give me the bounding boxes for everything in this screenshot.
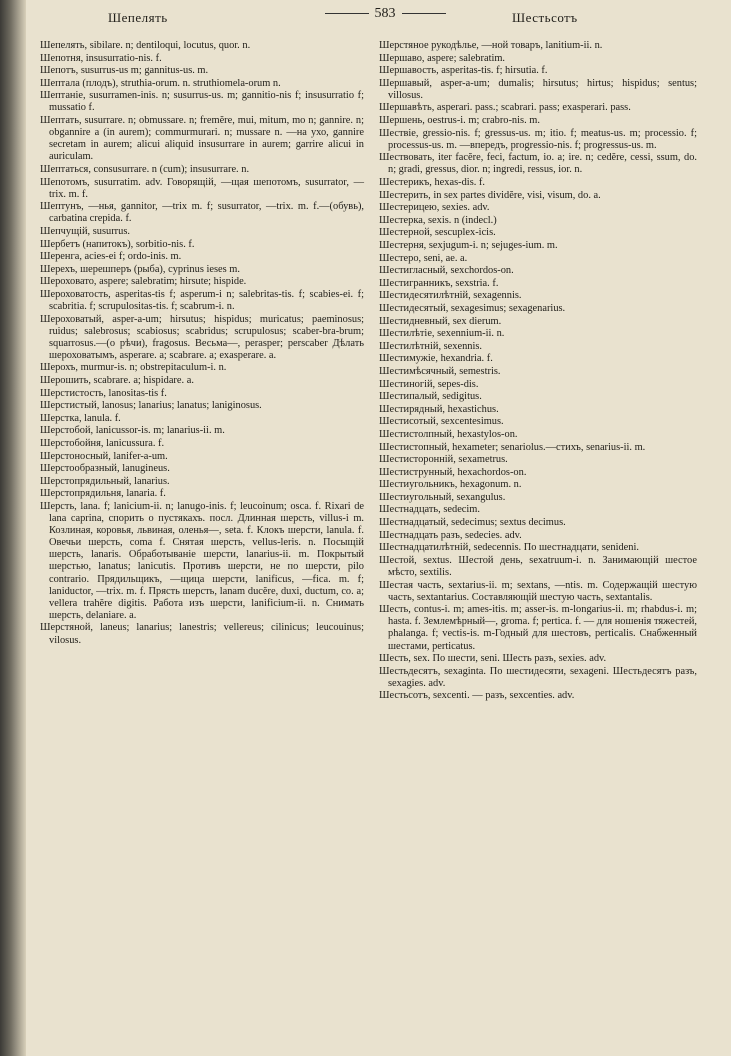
page-number: 583 xyxy=(295,6,475,22)
dictionary-entry: Шестисотый, sexcentesimus. xyxy=(379,416,504,428)
dictionary-entry: Шестистолпный, hexastylos-on. xyxy=(379,428,518,440)
dictionary-entry: Шестой, sextus. Шестой день, sexatruum-i. n. Занимающій шестое мѣсто, sextilis. xyxy=(379,554,697,578)
book-gutter xyxy=(0,0,26,1056)
dictionary-entry: Шесть, contus-i. m; ames-itis. m; asser-is. m-longarius-ii. m; rhabdus-i. m; hasta. f. Землемѣрный—, groma. f; pertica. f. — для ношенія тяжестей, phalanga. f; vectis-is. m-Годный для шестовъ, perticalis. Снабженный шестами, perticatus. xyxy=(379,604,697,652)
dictionary-entry: Шерстопрядильный, lanarius. xyxy=(40,475,170,487)
header-left-word: Шепелять xyxy=(108,10,168,25)
dictionary-entry: Шестидневный, sex dierum. xyxy=(379,315,502,327)
dictionary-entry: Шерошить, scabrare. a; hispidare. a. xyxy=(40,375,194,387)
dictionary-entry: Шерстобой, lanicussor-is. m; lanarius-ii. m. xyxy=(40,425,225,437)
dictionary-entry: Шепотъ, susurrus-us m; gannitus-us. m. xyxy=(40,65,209,77)
dictionary-entry: Шептать, susurrare. n; obmussare. n; fremĕre, mui, mitum, mo n; gannire. n; obgannire a (in aurem); commurmurari. n; mussare n. —на ухо, gannire secretam in aurem; alicui aliquid insusurrare in aurem; garrire alicui in auriculam. xyxy=(40,115,364,163)
dictionary-entry: Шесть, sex. По шести, seni. Шесть разъ, sexies. adv. xyxy=(379,653,607,665)
dictionary-entry: Шерстоносный, lanifer-a-um. xyxy=(40,450,168,462)
dictionary-entry: Шествіе, gressio-nis. f; gressus-us. m; itio. f; meatus-us. m; processio. f; processus-us. m. —впередъ, progressio-nis. f; progressus-us. m. xyxy=(379,127,697,151)
dictionary-entry: Шестнадцатый, sedecimus; sextus decimus. xyxy=(379,517,566,529)
dictionary-entry: Шестирядный, hexastichus. xyxy=(379,403,499,415)
dictionary-entry: Шершавость, asperitas-tis. f; hirsutia. f. xyxy=(379,65,548,77)
left-column xyxy=(40,40,364,647)
dictionary-entry: Шерехъ, шерешперъ (рыба), cyprinus ieses m. xyxy=(40,263,240,275)
dictionary-entry: Шестипалый, sedigitus. xyxy=(379,391,482,403)
dictionary-entry: Шестилѣтній, sexennis. xyxy=(379,340,483,352)
dictionary-entry: Шершень, oestrus-i. m; crabro-nis. m. xyxy=(379,115,540,127)
dictionary-entry: Шеренга, acies-ei f; ordo-inis. m. xyxy=(40,251,182,263)
dictionary-entry: Шершаво, aspere; salebratim. xyxy=(379,52,506,64)
dictionary-entry: Шестистопный, hexameter; senariolus.—стихъ, senarius-ii. m. xyxy=(379,441,646,453)
page-header xyxy=(40,6,711,28)
dictionary-entry: Шестимужіе, hexandria. f. xyxy=(379,353,493,365)
dictionary-entry: Шестиугольный, sexangulus. xyxy=(379,491,506,503)
dictionary-entry: Шестидесятый, sexagesimus; sexagenarius. xyxy=(379,302,566,314)
dictionary-entry: Шестьсотъ, sexcenti. — разъ, sexcenties. adv. xyxy=(379,690,575,702)
dictionary-entry: Шербетъ (напитокъ), sorbitio-nis. f. xyxy=(40,238,195,250)
dictionary-entry: Шествовать, iter facĕre, feci, factum, io. a; ire. n; cedĕre, cessi, ssum, do. n; gradi, gressus, dior. n; ingredi, ressus, ior. n. xyxy=(379,152,697,176)
dictionary-entry: Шероховатость, asperitas-tis f; asperum-i n; salebritas-tis. f; scabies-ei. f; scabritia. f; scrupulositas-tis. f; scabrum-i. n. xyxy=(40,288,364,312)
dictionary-entry: Шестилѣтіе, sexennium-ii. n. xyxy=(379,328,505,340)
dictionary-entry: Шептаніе, susurramen-inis. n; susurrus-us. m; gannitio-nis f; insusurratio f; mussatio f. xyxy=(40,90,364,114)
dictionary-entry: Шерстообразный, lanugineus. xyxy=(40,463,170,475)
dictionary-entry: Шестнадцатилѣтній, sedecennis. По шестнадцати, senideni. xyxy=(379,542,639,554)
dictionary-entry: Шершавѣть, asperari. pass.; scabrari. pass; exasperari. pass. xyxy=(379,102,631,114)
dictionary-entry: Шерстобойня, lanicussura. f. xyxy=(40,438,165,449)
dictionary-entry: Шестиугольникъ, hexagonum. n. xyxy=(379,479,522,491)
dictionary-entry: Шерстяное рукодѣлье, —ной товаръ, lanitium-ii. n. xyxy=(379,40,603,51)
dictionary-entry: Шестиструнный, hexachordos-on. xyxy=(379,466,527,478)
dictionary-entry: Шестнадцать разъ, sedecies. adv. xyxy=(379,529,522,541)
dictionary-entry: Шерстистый, lanosus; lanarius; lanatus; laniginosus. xyxy=(40,400,262,412)
dictionary-entry: Шепотомъ, susurratim. adv. Говорящій, —щая шепотомъ, susurrator, —trix. m. f. xyxy=(40,176,364,200)
dictionary-entry: Шестиногій, sepes-dis. xyxy=(379,378,479,390)
dictionary-entry: Шерохъ, murmur-is. n; obstrepitaculum-i. n. xyxy=(40,362,227,374)
dictionary-entry: Шестигласный, sexchordos-on. xyxy=(379,265,514,277)
dictionary-entry: Шепелять, sibilare. n; dentiloqui, locutus, quor. n. xyxy=(40,40,251,51)
dictionary-entry: Шестерка, sexis. n (indecl.) xyxy=(379,214,497,226)
dictionary-entry: Шерстопрядильня, lanaria. f. xyxy=(40,488,166,500)
dictionary-entry: Шестая часть, sextarius-ii. m; sextans, —ntis. m. Содержащій шестую часть, sextantarius. Составляющій шестую часть, sextantalis. xyxy=(379,579,697,603)
right-column xyxy=(379,40,697,703)
dictionary-entry: Шершавый, asper-a-um; dumalis; hirsutus; hirtus; hispidus; sentus; villosus. xyxy=(379,77,697,101)
dictionary-entry: Шептаться, consusurrare. n (cum); insusurrare. n. xyxy=(40,163,250,175)
dictionary-entry: Шестигранникъ, sexstria. f. xyxy=(379,277,499,289)
dictionary-entry: Шерстистость, lanositas-tis f. xyxy=(40,387,167,399)
dictionary-entry: Шероховато, aspere; salebratim; hirsute; hispide. xyxy=(40,276,247,288)
dictionary-entry: Шестерить, in sex partes dividĕre, visi, visum, do. a. xyxy=(379,189,601,201)
dictionary-entry: Шептунъ, —нья, gannitor, —trix m. f; susurrator, —trix. m. f.—(обувь), carbatina crepida. f. xyxy=(40,201,364,225)
dictionary-entry: Шестидесятилѣтній, sexagennis. xyxy=(379,290,522,302)
dictionary-entry: Шептала (плодъ), struthia-orum. n. struthiomela-orum n. xyxy=(40,77,281,89)
dictionary-entry: Шепотня, insusurratio-nis. f. xyxy=(40,52,162,64)
dictionary-entry: Шестерной, sescuplex-icis. xyxy=(379,227,496,239)
dictionary-entry: Шестнадцать, sedecim. xyxy=(379,504,480,516)
dictionary-entry: Шестьдесятъ, sexaginta. По шестидесяти, sexageni. Шестьдесятъ разъ, sexagies. adv. xyxy=(379,665,697,689)
dictionary-entry: Шестерицею, sexies. adv. xyxy=(379,202,490,214)
dictionary-entry: Шероховатый, asper-a-um; hirsutus; hispidus; muricatus; paeminosus; ruidus; salebrosus; scabiosus; scabridus; scrupulosus; scaber-bra-brum; squarrosus.—(о рѣчи), fragosus. Весьма—, perasper; perscaber Дѣлать шероховатымъ, asperare. a; scabrare. a; exasperare. a. xyxy=(40,313,364,361)
dictionary-entry: Шестимѣсячный, semestris. xyxy=(379,365,501,377)
header-right-word: Шестьсотъ xyxy=(512,10,578,25)
dictionary-entry: Шестеро, seni, ae. a. xyxy=(379,252,468,264)
dictionary-entry: Шерстяной, laneus; lanarius; lanestris; vellereus; cilinicus; leucouinus; vilosus. xyxy=(40,622,364,646)
dictionary-entry: Шестисторонній, sexametrus. xyxy=(379,454,508,466)
dictionary-entry: Шерстка, lanula. f. xyxy=(40,412,121,424)
dictionary-entry: Шепчущій, susurrus. xyxy=(40,225,130,237)
dictionary-entry: Шерсть, lana. f; lanicium-ii. n; lanugo-inis. f; leucoinum; osca. f. Rixari de lana caprina, спорить о пустякахъ. посл. Длинная шерсть, villus-i m. Козлиная, коровья, львиная, оленья—, seta. f. Клокъ шерсти, lanula. f. Овечьи шерсть, coma f. Снятая шерсть, vellus-leris. n. Посыщій шерсть, lanaris. Обработываніе шерсти, lanarius-ii. m. Покрытый шерстью, lanatus; lanicutis. Противъ шерсти, не по шерсти, pilo contrario. Прядильщикъ, —щица шерсти, lanificus, —fica. m. f; laniductor, —trix. m. f. Прясть шерсть, lanam ducĕre, duxi, ductum, co. a; vellera trahĕre digitis. Работа изъ шерсти, lanificium-ii. n. Снимать шерсть, delaniare. a. xyxy=(40,500,364,621)
dictionary-entry: Шестерикъ, hexas-dis. f. xyxy=(379,177,485,189)
dictionary-entry: Шестерня, sexjugum-i. n; sejuges-ium. m. xyxy=(379,240,558,251)
